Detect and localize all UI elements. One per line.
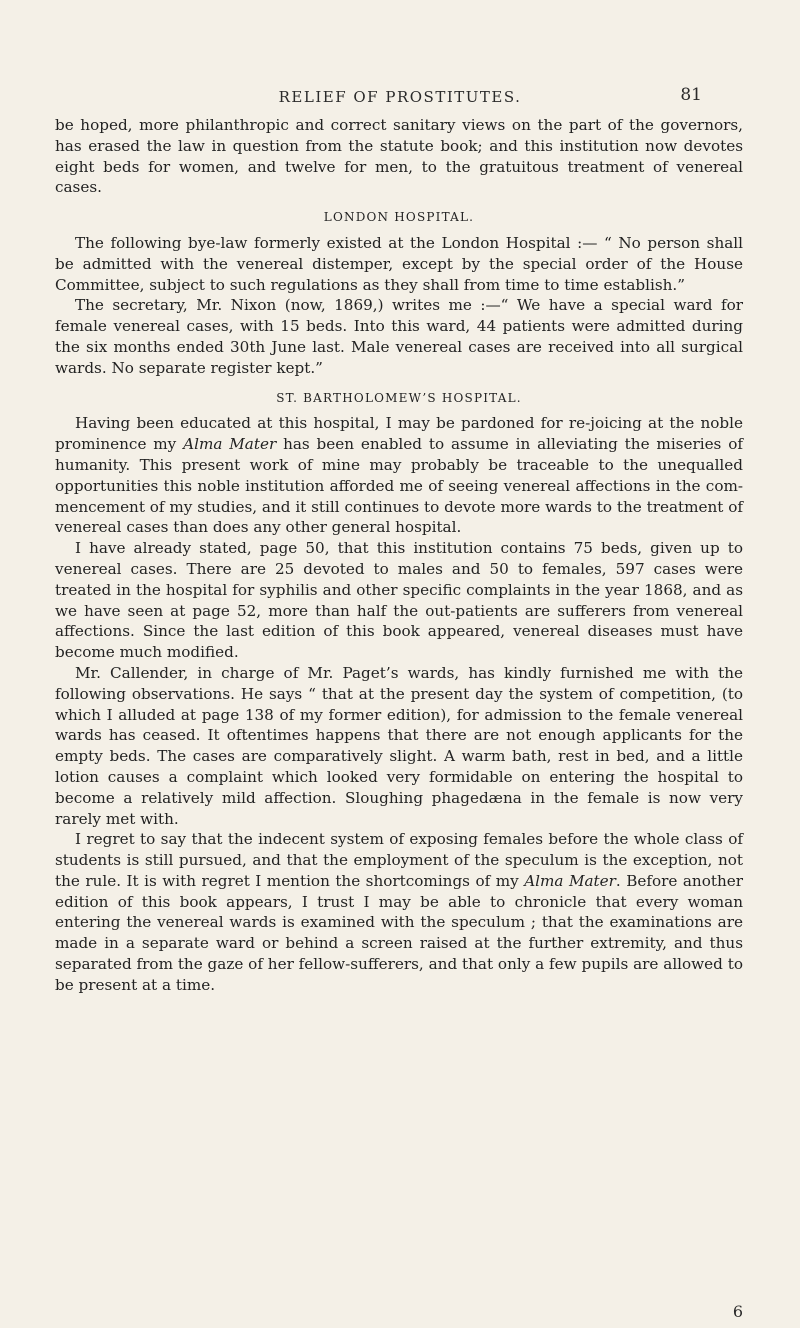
text-run: has been enabled to assume in alleviating the miseries of humanity. This present work of mine may probably be traceable to the unequalled opportunities this noble institution afforded me of seeing venereal affections in the com-mencement of my studies, and it still continues to devote more wards to the treatment of venereal cases than does any other general hospital. <box>55 435 743 537</box>
running-head <box>0 85 800 116</box>
italic-term: Alma Mater <box>524 871 616 890</box>
paragraph: Mr. Callender, in charge of Mr. Paget’s wards, has kindly furnished me with the following observations. He says “ that at the present day the system of competition, (to which I alluded at page 138 of my former edition), for admission to the female venereal wards has ceased. It oftentimes happens that there are not enough applicants for the empty beds. The cases are comparatively slight. A warm bath, rest in bed, and a little lotion causes a complaint which looked very formidable on entering the hospital to become a relatively mild affection. Sloughing phagedæna in the female is now very rarely met with. <box>55 663 743 828</box>
text-run: I regret to say that the indecent system of exposing females before the whole class of students is still pursued, and that the employment of the speculum is the exception, not the rule. It is with regret I mention the shortcomings of my <box>55 830 743 890</box>
running-title: RELIEF OF PROSTITUTES. <box>278 88 522 106</box>
section-heading-st-bartholomews: ST. BARTHOLOMEW’S HOSPITAL. <box>276 390 522 405</box>
text-run: Having been educated at this hospital, I may be pardoned for re-joicing at the noble prominence my <box>55 414 743 454</box>
paragraph <box>55 413 743 538</box>
paragraph: I have already stated, page 50, that this institution contains 75 beds, given up to venereal cases. There are 25 devoted to males and 50 to females, 597 cases were treated in the hospital for syphilis and other specific complaints in the year 1868, and as we have seen at page 52, more than half the out-patients are sufferers from venereal affections. Since the last edition of this book appeared, venereal diseases must have become much modified. <box>55 539 743 662</box>
section-heading-london-hospital: LONDON HOSPITAL. <box>323 210 475 225</box>
footer <box>55 1302 743 1324</box>
signature-mark: 6 <box>732 1302 743 1321</box>
paragraph: The secretary, Mr. Nixon (now, 1869,) writes me :—“ We have a special ward for female venereal cases, with 15 beds. Into this ward, 44 patients were admitted during the six months ended 30th June last. Male venereal cases are received into all surgical wards. No separate register kept.” <box>55 296 743 377</box>
paragraph <box>55 829 743 995</box>
page-body <box>55 115 743 996</box>
italic-term: Alma Mater <box>183 435 277 454</box>
paragraph: be hoped, more philanthropic and correct sanitary views on the part of the governors, has erased the law in question from the statute book; and this institution now devotes eight beds for women, and twelve for men, to the gratuitous treatment of venereal cases. <box>55 116 743 197</box>
text-run: . Before another edition of this book appears, I trust I may be able to chronicle that every woman entering the venereal wards is examined with the speculum ; that the examinations are made in a separate ward or behind a screen raised at the further extremity, and thus separated from the gaze of her fellow-sufferers, and that only a few pupils are allowed to be present at a time. <box>55 871 743 994</box>
page-number: 81 <box>680 85 702 105</box>
paragraph: The following bye-law formerly existed at the London Hospital :— “ No person shall be admitted with the venereal distemper, except by the special order of the House Committee, subject to such regulations as they shall from time to time establish.” <box>55 233 743 294</box>
